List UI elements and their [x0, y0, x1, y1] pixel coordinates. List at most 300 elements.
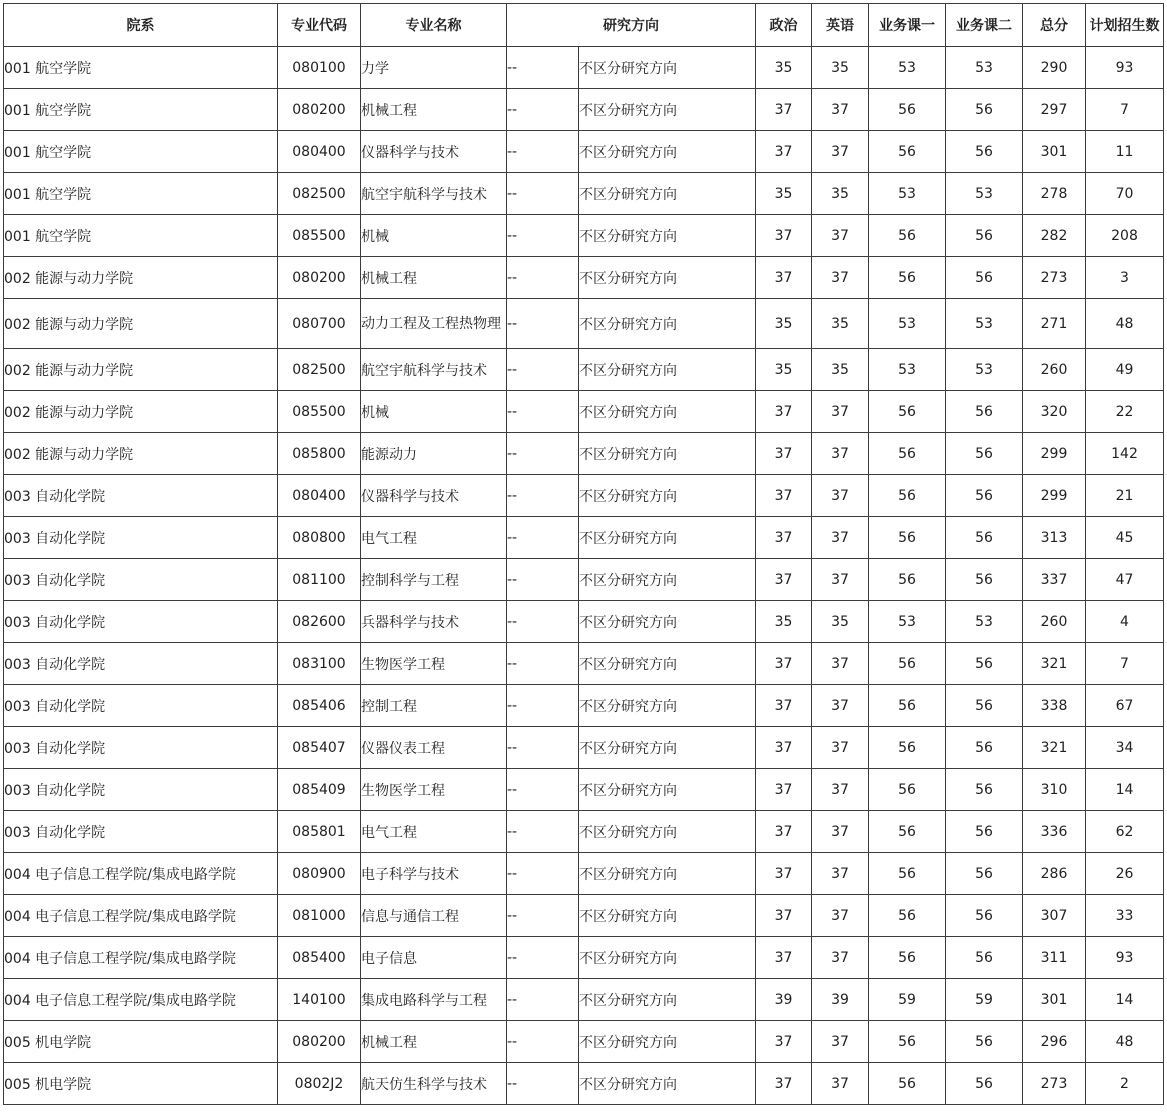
planned-enrollment-cell: 14 [1086, 979, 1164, 1021]
direction-code-cell: -- [507, 299, 579, 349]
subject-one-score-cell: 56 [869, 89, 946, 131]
major-code-cell: 080400 [278, 475, 361, 517]
major-name-cell: 生物医学工程 [361, 643, 507, 685]
direction-code-cell: -- [507, 433, 579, 475]
major-name-cell: 仪器科学与技术 [361, 475, 507, 517]
major-name-cell: 电子科学与技术 [361, 853, 507, 895]
direction-code-cell: -- [507, 727, 579, 769]
total-score-cell: 337 [1023, 559, 1086, 601]
table-row [4, 131, 1164, 173]
direction-code-cell: -- [507, 391, 579, 433]
direction-code-cell: -- [507, 215, 579, 257]
direction-name-cell: 不区分研究方向 [579, 89, 756, 131]
politics-score-cell: 37 [756, 685, 812, 727]
header-total-score: 总分 [1023, 4, 1086, 47]
subject-two-score-cell: 56 [946, 391, 1023, 433]
planned-enrollment-cell: 93 [1086, 937, 1164, 979]
english-score-cell: 37 [812, 937, 869, 979]
subject-one-score-cell: 56 [869, 1021, 946, 1063]
direction-code-cell: -- [507, 979, 579, 1021]
politics-score-cell: 35 [756, 601, 812, 643]
table-row [4, 47, 1164, 89]
planned-enrollment-cell: 208 [1086, 215, 1164, 257]
english-score-cell: 37 [812, 131, 869, 173]
politics-score-cell: 37 [756, 643, 812, 685]
subject-two-score-cell: 56 [946, 853, 1023, 895]
department-cell: 002 能源与动力学院 [4, 257, 278, 299]
planned-enrollment-cell: 14 [1086, 769, 1164, 811]
major-code-cell: 080400 [278, 131, 361, 173]
major-name-cell: 控制工程 [361, 685, 507, 727]
subject-two-score-cell: 56 [946, 769, 1023, 811]
subject-two-score-cell: 56 [946, 1063, 1023, 1105]
direction-code-cell: -- [507, 173, 579, 215]
table-row [4, 811, 1164, 853]
major-name-cell: 机械工程 [361, 257, 507, 299]
direction-name-cell: 不区分研究方向 [579, 853, 756, 895]
politics-score-cell: 35 [756, 47, 812, 89]
direction-code-cell: -- [507, 131, 579, 173]
subject-one-score-cell: 56 [869, 131, 946, 173]
politics-score-cell: 37 [756, 895, 812, 937]
subject-two-score-cell: 59 [946, 979, 1023, 1021]
department-cell: 004 电子信息工程学院/集成电路学院 [4, 979, 278, 1021]
table-row [4, 979, 1164, 1021]
total-score-cell: 271 [1023, 299, 1086, 349]
politics-score-cell: 39 [756, 979, 812, 1021]
major-code-cell: 083100 [278, 643, 361, 685]
subject-one-score-cell: 56 [869, 727, 946, 769]
total-score-cell: 301 [1023, 979, 1086, 1021]
department-cell: 002 能源与动力学院 [4, 391, 278, 433]
direction-name-cell: 不区分研究方向 [579, 1063, 756, 1105]
politics-score-cell: 37 [756, 559, 812, 601]
subject-two-score-cell: 56 [946, 685, 1023, 727]
total-score-cell: 282 [1023, 215, 1086, 257]
department-cell: 005 机电学院 [4, 1063, 278, 1105]
department-cell: 001 航空学院 [4, 89, 278, 131]
planned-enrollment-cell: 34 [1086, 727, 1164, 769]
english-score-cell: 37 [812, 853, 869, 895]
department-cell: 002 能源与动力学院 [4, 349, 278, 391]
english-score-cell: 37 [812, 685, 869, 727]
table-row [4, 517, 1164, 559]
english-score-cell: 37 [812, 89, 869, 131]
total-score-cell: 338 [1023, 685, 1086, 727]
major-name-cell: 仪器科学与技术 [361, 131, 507, 173]
table-row [4, 853, 1164, 895]
department-cell: 003 自动化学院 [4, 517, 278, 559]
planned-enrollment-cell: 2 [1086, 1063, 1164, 1105]
total-score-cell: 301 [1023, 131, 1086, 173]
direction-name-cell: 不区分研究方向 [579, 173, 756, 215]
major-code-cell: 085800 [278, 433, 361, 475]
major-name-cell: 仪器仪表工程 [361, 727, 507, 769]
direction-name-cell: 不区分研究方向 [579, 349, 756, 391]
total-score-cell: 320 [1023, 391, 1086, 433]
direction-code-cell: -- [507, 89, 579, 131]
subject-two-score-cell: 53 [946, 299, 1023, 349]
subject-two-score-cell: 56 [946, 215, 1023, 257]
major-name-cell: 信息与通信工程 [361, 895, 507, 937]
planned-enrollment-cell: 7 [1086, 643, 1164, 685]
english-score-cell: 35 [812, 173, 869, 215]
department-cell: 001 航空学院 [4, 173, 278, 215]
major-name-cell: 机械工程 [361, 89, 507, 131]
department-cell: 003 自动化学院 [4, 559, 278, 601]
english-score-cell: 37 [812, 1021, 869, 1063]
table-row [4, 559, 1164, 601]
direction-code-cell: -- [507, 47, 579, 89]
major-name-cell: 生物医学工程 [361, 769, 507, 811]
subject-one-score-cell: 56 [869, 685, 946, 727]
header-department: 院系 [4, 4, 278, 47]
english-score-cell: 37 [812, 811, 869, 853]
total-score-cell: 290 [1023, 47, 1086, 89]
major-name-cell: 动力工程及工程热物理 [361, 299, 507, 349]
planned-enrollment-cell: 62 [1086, 811, 1164, 853]
subject-two-score-cell: 56 [946, 433, 1023, 475]
major-name-cell: 航天仿生科学与技术 [361, 1063, 507, 1105]
major-code-cell: 080200 [278, 1021, 361, 1063]
department-cell: 003 自动化学院 [4, 727, 278, 769]
politics-score-cell: 35 [756, 299, 812, 349]
politics-score-cell: 37 [756, 727, 812, 769]
english-score-cell: 35 [812, 601, 869, 643]
direction-name-cell: 不区分研究方向 [579, 517, 756, 559]
total-score-cell: 310 [1023, 769, 1086, 811]
direction-name-cell: 不区分研究方向 [579, 643, 756, 685]
subject-one-score-cell: 56 [869, 433, 946, 475]
subject-two-score-cell: 56 [946, 811, 1023, 853]
major-code-cell: 085801 [278, 811, 361, 853]
politics-score-cell: 37 [756, 131, 812, 173]
header-subject-two: 业务课二 [946, 4, 1023, 47]
subject-one-score-cell: 59 [869, 979, 946, 1021]
table-row [4, 391, 1164, 433]
direction-code-cell: -- [507, 1021, 579, 1063]
subject-one-score-cell: 56 [869, 1063, 946, 1105]
table-row [4, 937, 1164, 979]
department-cell: 002 能源与动力学院 [4, 433, 278, 475]
table-row [4, 257, 1164, 299]
subject-one-score-cell: 53 [869, 173, 946, 215]
table-row [4, 727, 1164, 769]
english-score-cell: 35 [812, 349, 869, 391]
english-score-cell: 37 [812, 1063, 869, 1105]
major-code-cell: 080800 [278, 517, 361, 559]
major-code-cell: 085500 [278, 215, 361, 257]
subject-one-score-cell: 53 [869, 47, 946, 89]
subject-two-score-cell: 56 [946, 937, 1023, 979]
english-score-cell: 37 [812, 257, 869, 299]
subject-two-score-cell: 56 [946, 559, 1023, 601]
english-score-cell: 37 [812, 517, 869, 559]
politics-score-cell: 37 [756, 1063, 812, 1105]
direction-name-cell: 不区分研究方向 [579, 979, 756, 1021]
direction-code-cell: -- [507, 937, 579, 979]
major-name-cell: 力学 [361, 47, 507, 89]
english-score-cell: 37 [812, 643, 869, 685]
direction-name-cell: 不区分研究方向 [579, 1021, 756, 1063]
politics-score-cell: 35 [756, 349, 812, 391]
department-cell: 001 航空学院 [4, 131, 278, 173]
major-code-cell: 082500 [278, 349, 361, 391]
total-score-cell: 297 [1023, 89, 1086, 131]
header-planned-enrollment: 计划招生数 [1086, 4, 1164, 47]
direction-name-cell: 不区分研究方向 [579, 131, 756, 173]
department-cell: 004 电子信息工程学院/集成电路学院 [4, 895, 278, 937]
total-score-cell: 278 [1023, 173, 1086, 215]
politics-score-cell: 37 [756, 853, 812, 895]
major-code-cell: 080900 [278, 853, 361, 895]
total-score-cell: 321 [1023, 727, 1086, 769]
major-code-cell: 085406 [278, 685, 361, 727]
planned-enrollment-cell: 33 [1086, 895, 1164, 937]
major-name-cell: 控制科学与工程 [361, 559, 507, 601]
table-row [4, 215, 1164, 257]
major-name-cell: 能源动力 [361, 433, 507, 475]
major-name-cell: 航空宇航科学与技术 [361, 173, 507, 215]
subject-one-score-cell: 56 [869, 895, 946, 937]
direction-code-cell: -- [507, 685, 579, 727]
planned-enrollment-cell: 47 [1086, 559, 1164, 601]
planned-enrollment-cell: 67 [1086, 685, 1164, 727]
total-score-cell: 260 [1023, 601, 1086, 643]
subject-one-score-cell: 56 [869, 937, 946, 979]
subject-two-score-cell: 53 [946, 173, 1023, 215]
english-score-cell: 35 [812, 47, 869, 89]
subject-two-score-cell: 56 [946, 89, 1023, 131]
table-body [4, 47, 1164, 1105]
politics-score-cell: 37 [756, 433, 812, 475]
major-code-cell: 085400 [278, 937, 361, 979]
direction-name-cell: 不区分研究方向 [579, 601, 756, 643]
english-score-cell: 37 [812, 559, 869, 601]
major-code-cell: 080700 [278, 299, 361, 349]
direction-name-cell: 不区分研究方向 [579, 257, 756, 299]
major-code-cell: 082500 [278, 173, 361, 215]
department-cell: 003 自动化学院 [4, 601, 278, 643]
table-row [4, 349, 1164, 391]
header-subject-one: 业务课一 [869, 4, 946, 47]
subject-one-score-cell: 56 [869, 517, 946, 559]
total-score-cell: 336 [1023, 811, 1086, 853]
department-cell: 003 自动化学院 [4, 685, 278, 727]
direction-name-cell: 不区分研究方向 [579, 769, 756, 811]
direction-name-cell: 不区分研究方向 [579, 215, 756, 257]
department-cell: 003 自动化学院 [4, 769, 278, 811]
planned-enrollment-cell: 70 [1086, 173, 1164, 215]
politics-score-cell: 37 [756, 215, 812, 257]
subject-one-score-cell: 56 [869, 769, 946, 811]
total-score-cell: 273 [1023, 257, 1086, 299]
direction-code-cell: -- [507, 853, 579, 895]
total-score-cell: 321 [1023, 643, 1086, 685]
subject-one-score-cell: 56 [869, 475, 946, 517]
table-row [4, 475, 1164, 517]
direction-code-cell: -- [507, 769, 579, 811]
planned-enrollment-cell: 93 [1086, 47, 1164, 89]
subject-two-score-cell: 53 [946, 349, 1023, 391]
admission-score-table [3, 3, 1164, 1105]
english-score-cell: 37 [812, 895, 869, 937]
subject-one-score-cell: 53 [869, 349, 946, 391]
english-score-cell: 37 [812, 769, 869, 811]
major-code-cell: 081100 [278, 559, 361, 601]
total-score-cell: 260 [1023, 349, 1086, 391]
table-row [4, 89, 1164, 131]
major-name-cell: 机械 [361, 391, 507, 433]
english-score-cell: 35 [812, 299, 869, 349]
total-score-cell: 299 [1023, 433, 1086, 475]
department-cell: 005 机电学院 [4, 1021, 278, 1063]
direction-code-cell: -- [507, 601, 579, 643]
total-score-cell: 311 [1023, 937, 1086, 979]
major-code-cell: 080200 [278, 89, 361, 131]
direction-name-cell: 不区分研究方向 [579, 685, 756, 727]
subject-one-score-cell: 56 [869, 853, 946, 895]
planned-enrollment-cell: 26 [1086, 853, 1164, 895]
direction-code-cell: -- [507, 643, 579, 685]
direction-name-cell: 不区分研究方向 [579, 433, 756, 475]
planned-enrollment-cell: 45 [1086, 517, 1164, 559]
english-score-cell: 37 [812, 391, 869, 433]
direction-name-cell: 不区分研究方向 [579, 299, 756, 349]
header-major-code: 专业代码 [278, 4, 361, 47]
major-name-cell: 电气工程 [361, 811, 507, 853]
planned-enrollment-cell: 21 [1086, 475, 1164, 517]
department-cell: 003 自动化学院 [4, 643, 278, 685]
major-code-cell: 080200 [278, 257, 361, 299]
table-row [4, 1063, 1164, 1105]
direction-name-cell: 不区分研究方向 [579, 559, 756, 601]
direction-code-cell: -- [507, 349, 579, 391]
table-row [4, 895, 1164, 937]
subject-one-score-cell: 56 [869, 257, 946, 299]
politics-score-cell: 37 [756, 391, 812, 433]
politics-score-cell: 37 [756, 89, 812, 131]
major-code-cell: 0802J2 [278, 1063, 361, 1105]
total-score-cell: 299 [1023, 475, 1086, 517]
major-code-cell: 081000 [278, 895, 361, 937]
subject-two-score-cell: 56 [946, 895, 1023, 937]
major-name-cell: 机械工程 [361, 1021, 507, 1063]
planned-enrollment-cell: 49 [1086, 349, 1164, 391]
planned-enrollment-cell: 22 [1086, 391, 1164, 433]
planned-enrollment-cell: 48 [1086, 299, 1164, 349]
english-score-cell: 37 [812, 727, 869, 769]
major-name-cell: 兵器科学与技术 [361, 601, 507, 643]
subject-one-score-cell: 56 [869, 391, 946, 433]
major-name-cell: 电气工程 [361, 517, 507, 559]
politics-score-cell: 35 [756, 173, 812, 215]
table-row [4, 433, 1164, 475]
table-row [4, 173, 1164, 215]
subject-one-score-cell: 56 [869, 643, 946, 685]
total-score-cell: 273 [1023, 1063, 1086, 1105]
direction-code-cell: -- [507, 517, 579, 559]
total-score-cell: 296 [1023, 1021, 1086, 1063]
subject-two-score-cell: 56 [946, 475, 1023, 517]
english-score-cell: 37 [812, 215, 869, 257]
department-cell: 003 自动化学院 [4, 811, 278, 853]
planned-enrollment-cell: 3 [1086, 257, 1164, 299]
major-name-cell: 航空宇航科学与技术 [361, 349, 507, 391]
header-politics: 政治 [756, 4, 812, 47]
major-code-cell: 085409 [278, 769, 361, 811]
subject-two-score-cell: 53 [946, 601, 1023, 643]
department-cell: 001 航空学院 [4, 215, 278, 257]
header-research-direction: 研究方向 [507, 4, 756, 47]
politics-score-cell: 37 [756, 517, 812, 559]
direction-code-cell: -- [507, 895, 579, 937]
subject-one-score-cell: 56 [869, 215, 946, 257]
subject-one-score-cell: 56 [869, 559, 946, 601]
major-name-cell: 电子信息 [361, 937, 507, 979]
politics-score-cell: 37 [756, 257, 812, 299]
subject-two-score-cell: 56 [946, 131, 1023, 173]
subject-two-score-cell: 56 [946, 643, 1023, 685]
politics-score-cell: 37 [756, 937, 812, 979]
table-row [4, 643, 1164, 685]
total-score-cell: 307 [1023, 895, 1086, 937]
direction-code-cell: -- [507, 475, 579, 517]
major-code-cell: 085407 [278, 727, 361, 769]
major-code-cell: 082600 [278, 601, 361, 643]
politics-score-cell: 37 [756, 475, 812, 517]
department-cell: 001 航空学院 [4, 47, 278, 89]
subject-two-score-cell: 53 [946, 47, 1023, 89]
planned-enrollment-cell: 11 [1086, 131, 1164, 173]
direction-name-cell: 不区分研究方向 [579, 391, 756, 433]
major-code-cell: 140100 [278, 979, 361, 1021]
total-score-cell: 286 [1023, 853, 1086, 895]
subject-one-score-cell: 53 [869, 299, 946, 349]
direction-name-cell: 不区分研究方向 [579, 937, 756, 979]
total-score-cell: 313 [1023, 517, 1086, 559]
english-score-cell: 37 [812, 475, 869, 517]
direction-code-cell: -- [507, 811, 579, 853]
direction-name-cell: 不区分研究方向 [579, 727, 756, 769]
english-score-cell: 39 [812, 979, 869, 1021]
direction-name-cell: 不区分研究方向 [579, 47, 756, 89]
department-cell: 004 电子信息工程学院/集成电路学院 [4, 853, 278, 895]
direction-name-cell: 不区分研究方向 [579, 811, 756, 853]
direction-code-cell: -- [507, 559, 579, 601]
header-major-name: 专业名称 [361, 4, 507, 47]
major-name-cell: 机械 [361, 215, 507, 257]
direction-name-cell: 不区分研究方向 [579, 475, 756, 517]
department-cell: 004 电子信息工程学院/集成电路学院 [4, 937, 278, 979]
direction-code-cell: -- [507, 257, 579, 299]
table-row [4, 601, 1164, 643]
subject-two-score-cell: 56 [946, 517, 1023, 559]
direction-name-cell: 不区分研究方向 [579, 895, 756, 937]
header-english: 英语 [812, 4, 869, 47]
subject-two-score-cell: 56 [946, 727, 1023, 769]
planned-enrollment-cell: 7 [1086, 89, 1164, 131]
politics-score-cell: 37 [756, 1021, 812, 1063]
subject-one-score-cell: 53 [869, 601, 946, 643]
planned-enrollment-cell: 48 [1086, 1021, 1164, 1063]
subject-one-score-cell: 56 [869, 811, 946, 853]
subject-two-score-cell: 56 [946, 1021, 1023, 1063]
table-row [4, 1021, 1164, 1063]
planned-enrollment-cell: 142 [1086, 433, 1164, 475]
department-cell: 003 自动化学院 [4, 475, 278, 517]
table-row [4, 769, 1164, 811]
